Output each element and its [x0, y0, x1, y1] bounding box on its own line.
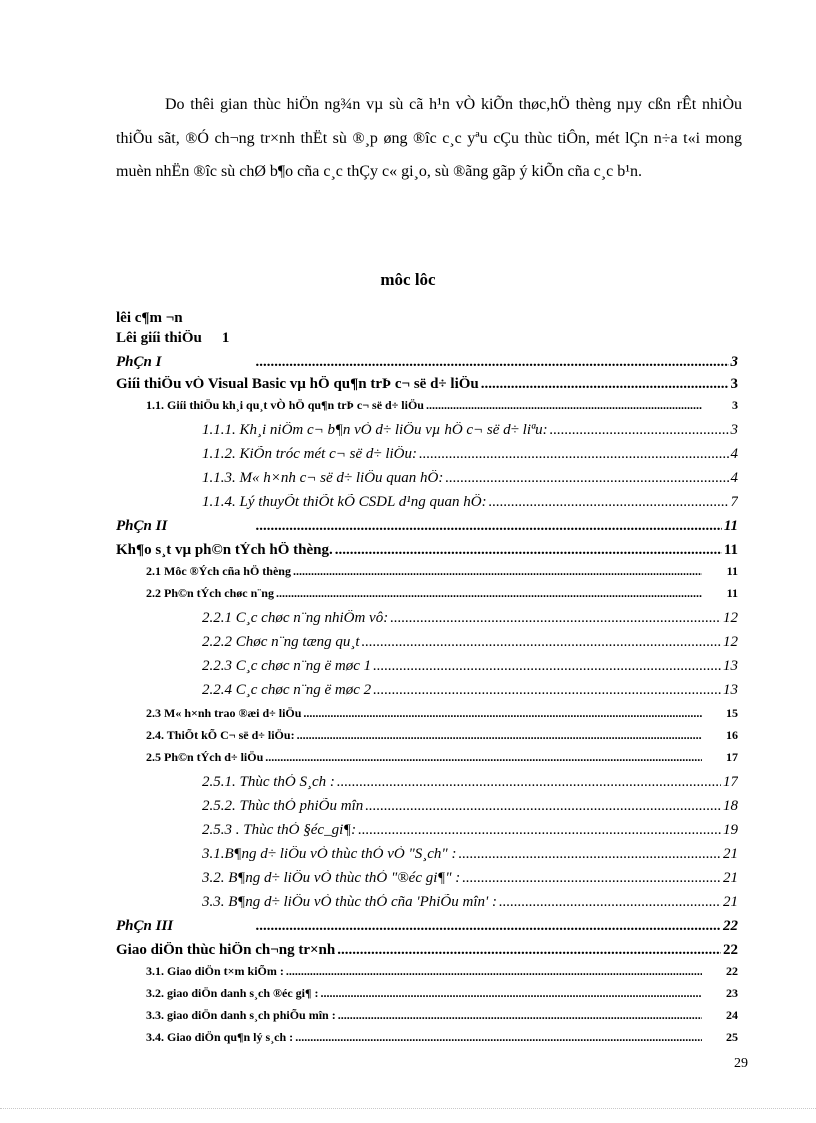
toc-entry-2-3[interactable]: 2.3 M« h×nh trao ®æi d÷ liÖu ..... 15	[116, 706, 738, 726]
toc-entry-2-1[interactable]: 2.1 Môc ®Ých cña hÖ thèng ..... 11	[116, 564, 738, 584]
toc-entry-1-1-4[interactable]: 1.1.4. Lý thuyÕt thiÕt kÕ CSDL d¹ng quan hÖ: ..... 7	[116, 494, 738, 514]
intro-text: Do thêi gian thùc hiÖn ng¾n vµ sù cã h¹n vÒ kiÕn thøc,hÖ thèng nµy cßn rÊt nhiÒu thiÕu sãt, ®Ó ch¬ng tr×nh thËt sù ®¸p øng ®îc c¸c yªu cÇu thùc tiÔn, mét lÇn n÷a t«i mong muèn nhËn ®îc sù chØ b¶o cña c¸c thÇy c« gi¸o, sù ®ãng gãp ý kiÕn cña c¸c b¹n.	[116, 96, 742, 180]
toc-entry-3-3[interactable]: 3.3. giao diÖn danh s¸ch phiÕu mîn : ..... 24	[116, 1008, 738, 1028]
toc-entry-2-4[interactable]: 2.4. ThiÕt kÕ C¬ së d÷ liÖu: ..... 16	[116, 728, 738, 748]
toc-entry-introduction[interactable]: Lêi giíi thiÖu 1	[116, 330, 230, 346]
toc-entry-part-2[interactable]: PhÇn II ..... 11	[116, 518, 738, 538]
toc-entry-2-2-2[interactable]: 2.2.2 Chøc n¨ng tæng qu¸t ..... 12	[116, 634, 738, 654]
page-number: 29	[734, 1056, 748, 1071]
toc-entry-3-3-table[interactable]: 3.3. B¶ng d÷ liÖu vÒ thùc thÓ cña 'PhiÕu mîn' : ..... 21	[116, 894, 738, 914]
toc-entry-3-2[interactable]: 3.2. giao diÖn danh s¸ch ®éc gi¶ : ..... 23	[116, 986, 738, 1006]
toc-entry-2-2-3[interactable]: 2.2.3 C¸c chøc n¨ng ë møc 1 ..... 13	[116, 658, 738, 678]
toc-entry-1-1[interactable]: 1.1. Giíi thiÖu kh¸i qu¸t vÒ hÖ qu¶n trÞ c¬ së d÷ liÖu ..... 3	[116, 398, 738, 418]
toc-entry-2-2[interactable]: 2.2 Ph©n tÝch chøc n¨ng ..... 11	[116, 586, 738, 606]
toc-title: môc lôc	[380, 270, 436, 289]
toc-entry-2-5[interactable]: 2.5 Ph©n tÝch d÷ liÖu ..... 17	[116, 750, 738, 770]
toc-entry-2-2-1[interactable]: 2.2.1 C¸c chøc n¨ng nhiÖm vô: ..... 12	[116, 610, 738, 630]
toc-entry-acknowledgement[interactable]: lêi c¶m ¬n	[116, 310, 183, 326]
toc-entry-part-1[interactable]: PhÇn I ..... 3	[116, 354, 738, 374]
toc-entry-3-4[interactable]: 3.4. Giao diÖn qu¶n lý s¸ch : ..... 25	[116, 1030, 738, 1050]
toc-entry-program-interface[interactable]: Giao diÖn thùc hiÖn ch¬ng tr×nh ..... 22	[116, 942, 738, 962]
toc-entry-3-1-table[interactable]: 3.1.B¶ng d÷ liÖu vÒ thùc thÓ vÒ "S¸ch" : ..... 21	[116, 846, 738, 866]
toc-entry-1-1-2[interactable]: 1.1.2. KiÕn tróc mét c¬ së d÷ liÖu: ..... 4	[116, 446, 738, 466]
page-divider	[0, 1108, 816, 1109]
toc-entry-2-5-1[interactable]: 2.5.1. Thùc thÓ S¸ch : ..... 17	[116, 774, 738, 794]
toc-entry-2-2-4[interactable]: 2.2.4 C¸c chøc n¨ng ë møc 2 ..... 13	[116, 682, 738, 702]
toc-entry-system-analysis[interactable]: Kh¶o s¸t vµ ph©n tÝch hÖ thèng. ..... 11	[116, 542, 738, 562]
toc-entry-1-1-3[interactable]: 1.1.3. M« h×nh c¬ së d÷ liÖu quan hÖ: ..... 4	[116, 470, 738, 490]
toc-entry-2-5-3[interactable]: 2.5.3 . Thùc thÓ §éc_gi¶: ..... 19	[116, 822, 738, 842]
toc-entry-2-5-2[interactable]: 2.5.2. Thùc thÓ phiÕu mîn ..... 18	[116, 798, 738, 818]
toc-entry-3-1[interactable]: 3.1. Giao diÖn t×m kiÕm : ..... 22	[116, 964, 738, 984]
toc-entry-part-3[interactable]: PhÇn III ..... 22	[116, 918, 738, 938]
intro-paragraph	[116, 88, 742, 189]
toc-entry-1-1-1[interactable]: 1.1.1. Kh¸i niÖm c¬ b¶n vÒ d÷ liÖu vµ hÖ c¬ së d÷ liªu: ..... 3	[116, 422, 738, 442]
toc-entry-3-2-table[interactable]: 3.2. B¶ng d÷ liÖu vÒ thùc thÓ "®éc gi¶" : ..... 21	[116, 870, 738, 890]
toc-entry-vb-dbms[interactable]: Giíi thiÖu vÒ Visual Basic vµ hÖ qu¶n trÞ c¬ së d÷ liÖu ..... 3	[116, 376, 738, 396]
